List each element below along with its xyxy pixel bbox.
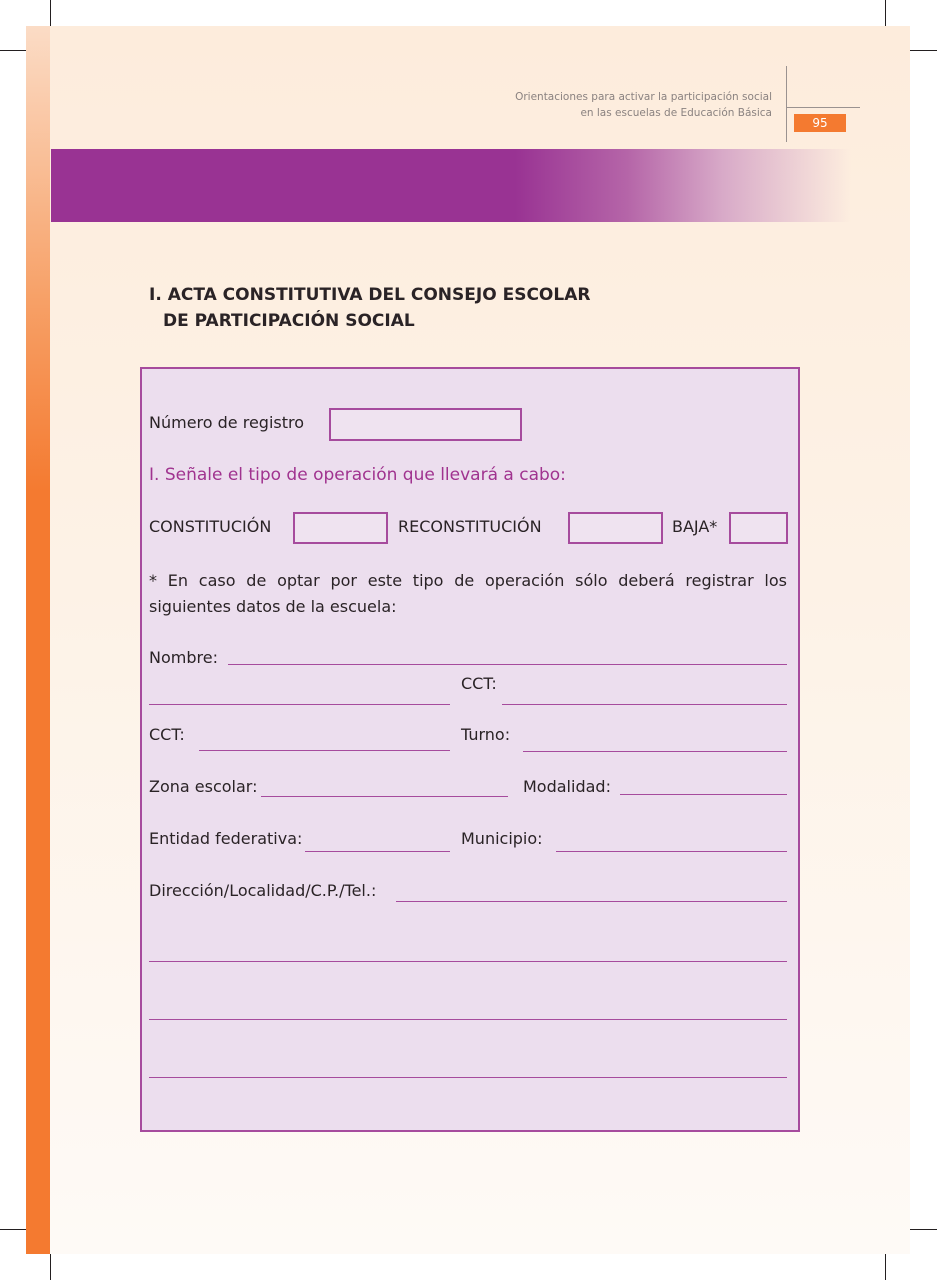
nombre-field-continued[interactable] — [149, 704, 450, 705]
zona-label: Zona escolar: — [149, 777, 258, 796]
direccion-line-3[interactable] — [149, 1019, 787, 1020]
direccion-label: Dirección/Localidad/C.P./Tel.: — [149, 881, 377, 900]
crop-mark — [885, 0, 886, 26]
cct-label-2: CCT: — [149, 725, 185, 744]
crop-mark — [50, 1254, 51, 1280]
purple-header-band — [51, 149, 851, 222]
page-number: 95 — [794, 114, 846, 132]
modalidad-label: Modalidad: — [523, 777, 611, 796]
orange-side-strip — [26, 26, 50, 1254]
entidad-field[interactable] — [305, 851, 450, 852]
entidad-label: Entidad federativa: — [149, 829, 303, 848]
title-line-2: DE PARTICIPACIÓN SOCIAL — [163, 311, 415, 331]
municipio-label: Municipio: — [461, 829, 543, 848]
cct-field-2[interactable] — [199, 750, 450, 751]
running-header — [515, 89, 772, 121]
crop-mark — [885, 1254, 886, 1280]
turno-label: Turno: — [461, 725, 511, 744]
operation-heading: I. Señale el tipo de operación que llevará a cabo: — [149, 465, 566, 485]
header-line-2: en las escuelas de Educación Básica — [580, 107, 772, 119]
zona-field[interactable] — [261, 796, 508, 797]
crop-mark — [0, 50, 26, 51]
baja-note: * En caso de optar por este tipo de operación sólo deberá registrar los siguientes datos de la escuela: — [149, 571, 787, 616]
header-line-1: Orientaciones para activar la participación social — [515, 91, 772, 103]
nombre-label: Nombre: — [149, 648, 218, 667]
municipio-field[interactable] — [556, 851, 787, 852]
title-line-1: I. ACTA CONSTITUTIVA DEL CONSEJO ESCOLAR — [149, 285, 591, 305]
crop-mark — [50, 0, 51, 26]
modalidad-field[interactable] — [620, 794, 787, 795]
crop-mark — [0, 1229, 26, 1230]
cct-field-1[interactable] — [502, 704, 787, 705]
nombre-field[interactable] — [228, 664, 787, 665]
constitucion-label: CONSTITUCIÓN — [149, 517, 272, 536]
cct-label-1: CCT: — [461, 674, 497, 693]
header-horizontal-rule — [786, 107, 860, 108]
header-vertical-rule — [786, 66, 787, 142]
section-title — [149, 282, 590, 334]
direccion-field[interactable] — [396, 901, 787, 902]
crop-mark — [910, 1229, 937, 1230]
baja-checkbox[interactable] — [729, 512, 788, 544]
reconstitucion-checkbox[interactable] — [568, 512, 663, 544]
reconstitucion-label: RECONSTITUCIÓN — [398, 517, 542, 536]
baja-label: BAJA* — [672, 517, 718, 536]
direccion-line-4[interactable] — [149, 1077, 787, 1078]
registro-label: Número de registro — [149, 413, 305, 432]
crop-mark — [910, 50, 937, 51]
direccion-line-2[interactable] — [149, 961, 787, 962]
turno-field[interactable] — [523, 751, 787, 752]
constitucion-checkbox[interactable] — [293, 512, 388, 544]
registro-input[interactable] — [329, 408, 522, 441]
